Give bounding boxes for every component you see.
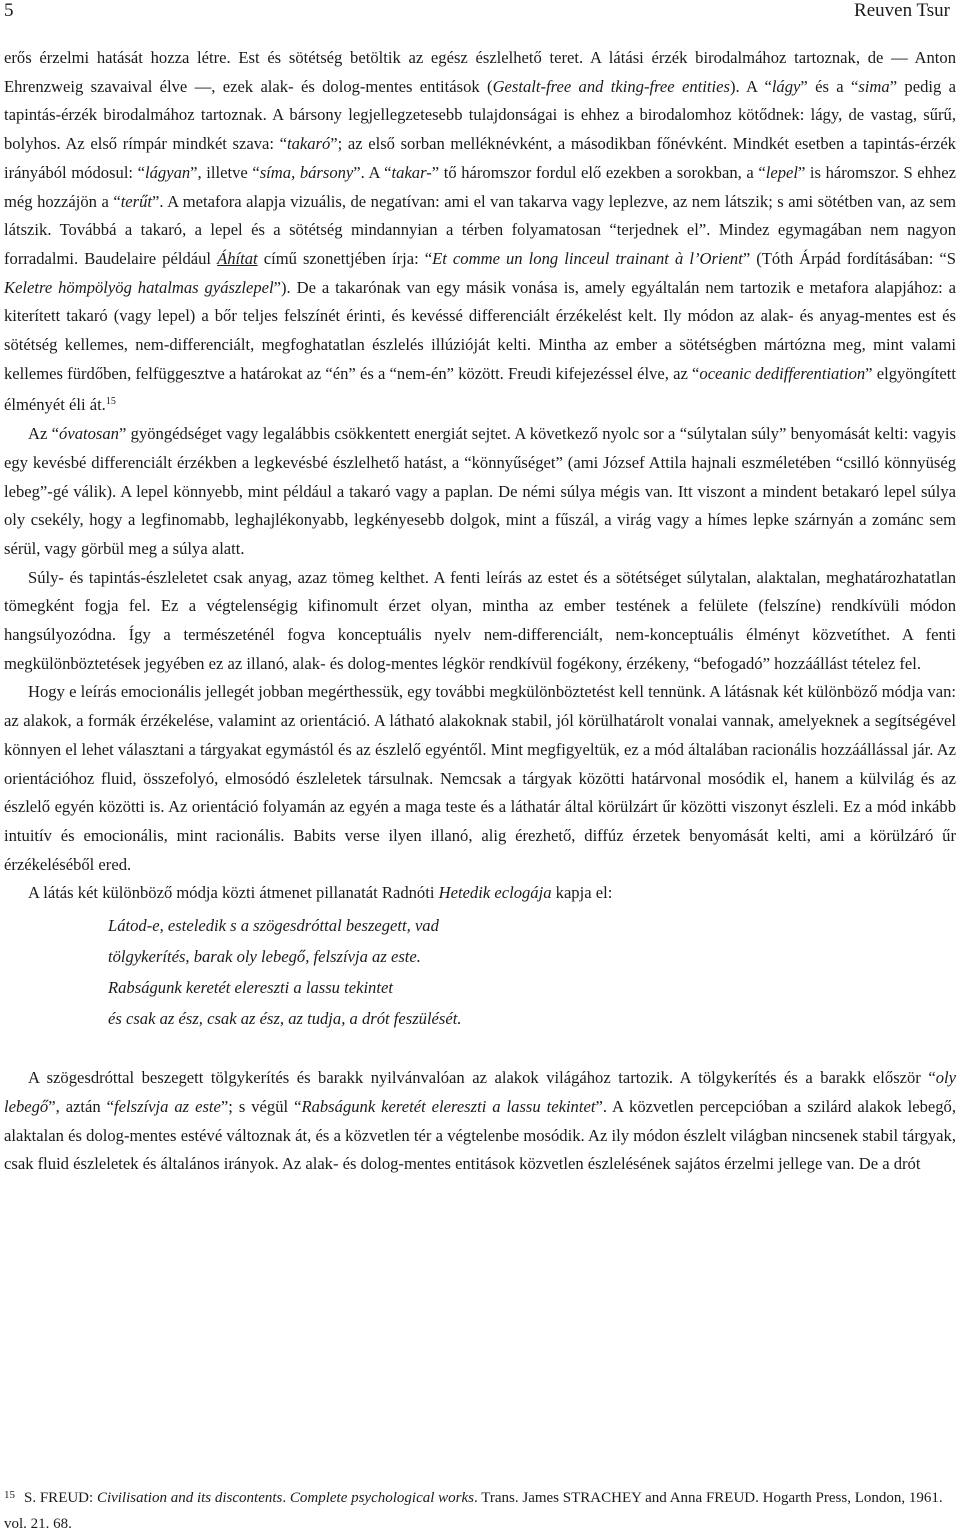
running-author: Reuven Tsur (854, 0, 950, 21)
paragraph-3: Súly- és tapintás-észleletet csak anyag, azaz tömeg kelthet. A fenti leírás az estet és a sötétséget súlytalan, alaktalan, meghatározhatatlan tömegként fogja fel. Ez a végtelenségig kifinomult érzet olyan, mintha az ember testének a felülete (felszíne) rendkívüli módon hangsúlyozódna. Így a természeténél fogva konceptuális nyelv nem-differenciált, nem-konceptuális élményt közvetíthet. A fenti megkülönböztetések jegyében ez az illanó, alak- és dolog-mentes légkör rendkívül fogékony, érzékeny, “befogadó” hozzáállást tételez fel. (4, 567, 956, 673)
paragraph-1: erős érzelmi hatását hozza létre. Est és sötétség betöltik az egész észlelhető teret. A látási érzék birodalmához tartoznak, de — Anton Ehrenzweig szavaival élve —, ezek alak- és dolog-mentes entitások (Gestalt-free and tking-free entities). A “lágy” és a “sima” pedig a tapintás-érzék birodalmához tartoznak. A bársony legjellegzetesebb tulajdonságai is ehhez a birodalomhoz kötődnek: lágy, de vastag, sűrű, bolyhos. Az első rímpár mindkét szava: “takaró”; az első sorban melléknévként, a másodikban főnévként. Mindkét esetben a tapintás-érzék irányából módosul: “lágyan”, illetve “síma, bársony”. A “takar-” tő háromszor fordul elő ezekben a sorokban, a “lepel” is háromszor. S ehhez még hozzájön a “terűt”. A metafora alapja vizuális, de negatívan: ami el van takarva vagy leplezve, az nem látszik; s ami sötétben van, az sem látszik. Továbbá a takaró, a lepel és a sötétség mindannyian a térben folyamatosan “terjednek el”. Mindez egymagában nem nagyon forradalmi. Baudelaire például Áhítat című szonettjében írja: “Et comme un long linceul trainant à l’Orient” (Tóth Árpád fordításában: “S Keletre hömpölyög hatalmas gyászlepel”). De a takarónak van egy másik vonása is, amely egyáltalán nem tartozik e metafora alapjához: a kiterített takaró (vagy lepel) a bőr teljes felszínét érinti, és kevéssé differenciált érzékelést kelt. Ily módon az alak- és anyag-mentes est és sötétség kellemes, nem-differenciált, megfoghatatlan észlelés illúzióját kelti. Mintha az ember a sötétségben mártózna meg, mint valami kellemes fürdőben, felfüggesztve a határokat az “én” és a “nem-én” között. Freudi kifejezéssel élve, az “oceanic dedifferentiation” elgyöngített élményét éli át.$^{15}$ (4, 48, 956, 415)
page-header (0, 0, 960, 26)
footnote-reference[interactable]: 15 (105, 396, 116, 408)
paragraph-2: Az “óvatosan” gyöngédséget vagy legalábbis csökkentett energiát sejtet. A következő nyolc sor a “súlytalan súly” benyomását kelti: vagyis egy kevésbé differenciált érzékben a legkevésbé észlelhető hatást, a “könnyűséget” (ami József Attila hajnali eszméletében “csilló könnyüség lebeg”-gé válik). A lepel könnyebb, mint például a takaró vagy a paplan. De némi súlya mégis van. Itt viszont a mindent betakaró lepel súlya oly csekély, hogy a legfinomabb, leghajlékonyabb, legkényesebb dolgok, mint a fűszál, a virág vagy a hímes lepke szárnyán a zománc sem sérül, vagy görbül meg a súlya alatt. (4, 424, 956, 558)
poem-line: tölgykerítés, barak oly lebegő, felszívja az este. (108, 947, 421, 967)
paragraph-5: A látás két különböző módja közti átmenet pillanatát Radnóti Hetedik eclogája kapja el: (28, 883, 613, 903)
paragraph-4: Hogy e leírás emocionális jellegét jobban megérthessük, egy további megkülönböztetést kell tennünk. A látásnak két különböző módja van: az alakok, a formák érzékelése, valamint az orientáció. A látható alakoknak stabil, jól körülhatárolt vonalai vannak, amelyeknek a segítségével könnyen el lehet választani a tárgyakat egymástól és az észlelő egyéntől. Mint megfigyeltük, ez a mód általában racionális hozzáállással jár. Az orientációhoz fluid, összefolyó, elmosódó észleletek társulnak. Nemcsak a tárgyak közötti határvonal mosódik el, hanem a külvilág és az észlelő egyén közötti is. Az orientáció folyamán az egyén a maga teste és a láthatár által körülzárt űr közötti viszonyt észleli. Ez a mód inkább intuitív és emocionális, mint racionális. Babits verse ilyen illanó, alig érezhető, diffúz érzetek benyomását kelti, ami a körülzáró űr érzékeléséből ered. (4, 682, 956, 874)
footnote-mark: 15 (4, 1489, 15, 1501)
spacer (4, 1034, 956, 1064)
body-text (4, 44, 956, 1179)
footnote: 15 S. FREUD: Civilisation and its discontents. Complete psychological works. Trans. James STRACHEY and Anna FREUD. Hogarth Press, London, 1961. vol. 21. 68. (4, 1482, 956, 1537)
page-number: 5 (4, 0, 14, 21)
poem-line: Látod-e, esteledik s a szögesdróttal beszegett, vad (108, 916, 439, 936)
poem-line: és csak az ész, csak az ész, az tudja, a drót feszülését. (108, 1009, 462, 1029)
poem-quote (108, 910, 956, 1034)
poem-line: Rabságunk keretét elereszti a lassu tekintet (108, 978, 393, 998)
paragraph-6: A szögesdróttal beszegett tölgykerítés és barakk nyilvánvalóan az alakok világához tartozik. A tölgykerítés és a barakk először “oly lebegő”, aztán “felszívja az este”; s végül “Rabságunk keretét elereszti a lassu tekintet”. A közvetlen percepcióban a szilárd alakok lebegő, alaktalan és dolog-mentes estévé változnak át, és a közvetlen tér a végtelenbe mosódik. Az ily módon észlelt világban nincsenek stabil tárgyak, csak fluid észleletek és általános irányok. Az alak- és dolog-mentes entitások közvetlen észlelésének sajátos érzelmi jellege van. De a drót (4, 1068, 956, 1174)
